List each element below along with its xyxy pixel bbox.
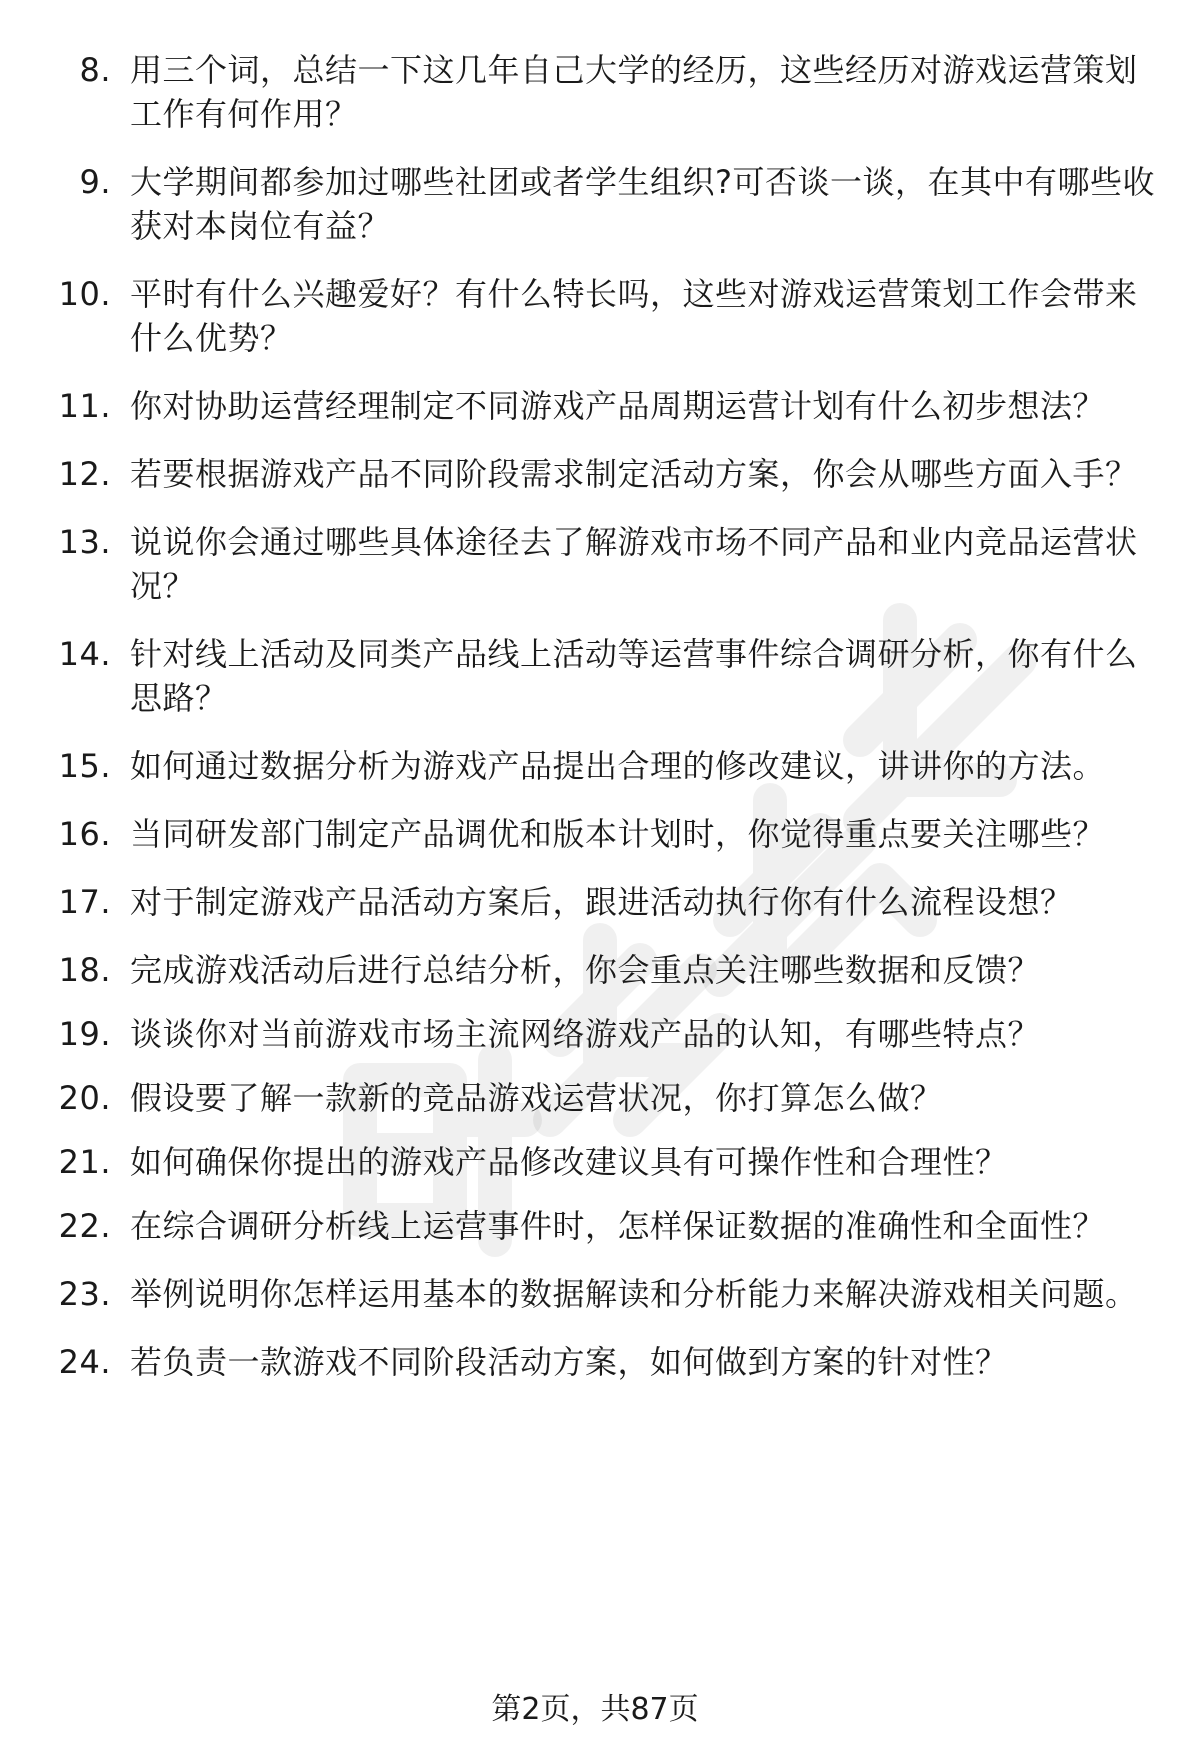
question-number: 19. (58, 1015, 111, 1053)
question-number: 13. (58, 523, 111, 561)
question-item (0, 1076, 1190, 1120)
question-item (0, 1272, 1190, 1316)
question-number: 23. (58, 1275, 111, 1313)
question-number: 18. (58, 951, 111, 989)
question-item (0, 272, 1190, 360)
question-item (0, 632, 1190, 720)
question-number: 9. (79, 163, 111, 201)
question-list (0, 48, 1190, 1404)
question-text: 完成游戏活动后进行总结分析，你会重点关注哪些数据和反馈？ (130, 951, 1041, 989)
question-item (0, 384, 1190, 428)
question-text: 举例说明你怎样运用基本的数据解读和分析能力来解决游戏相关问题。 (130, 1275, 1138, 1313)
question-number: 15. (58, 747, 111, 785)
question-item (0, 48, 1190, 136)
question-item (0, 520, 1190, 608)
question-number: 17. (58, 883, 111, 921)
question-item (0, 744, 1190, 788)
question-number: 24. (58, 1343, 111, 1381)
question-text: 若负责一款游戏不同阶段活动方案，如何做到方案的针对性？ (130, 1343, 1008, 1381)
question-text: 你对协助运营经理制定不同游戏产品周期运营计划有什么初步想法？ (130, 387, 1106, 425)
question-item (0, 880, 1190, 924)
question-number: 8. (79, 51, 111, 89)
question-number: 12. (58, 455, 111, 493)
question-number: 20. (58, 1079, 111, 1117)
question-text: 谈谈你对当前游戏市场主流网络游戏产品的认知，有哪些特点？ (130, 1015, 1041, 1053)
question-item (0, 1204, 1190, 1248)
question-item (0, 1012, 1190, 1056)
page-footer: 第2页，共87页 (491, 1692, 699, 1727)
question-number: 22. (58, 1207, 111, 1245)
question-text: 用三个词，总结一下这几年自己大学的经历，这些经历对游戏运营策划工作有何作用？ (130, 51, 1138, 133)
question-number: 21. (58, 1143, 111, 1181)
question-number: 11. (58, 387, 111, 425)
question-text: 针对线上活动及同类产品线上活动等运营事件综合调研分析，你有什么思路？ (130, 635, 1138, 717)
question-item (0, 948, 1190, 992)
question-text: 大学期间都参加过哪些社团或者学生组织?可否谈一谈，在其中有哪些收获对本岗位有益？ (130, 163, 1155, 245)
question-item (0, 452, 1190, 496)
question-text: 对于制定游戏产品活动方案后，跟进活动执行你有什么流程设想？ (130, 883, 1073, 921)
question-item (0, 812, 1190, 856)
question-text: 如何确保你提出的游戏产品修改建议具有可操作性和合理性？ (130, 1143, 1008, 1181)
question-number: 16. (58, 815, 111, 853)
question-number: 14. (58, 635, 111, 673)
question-text: 平时有什么兴趣爱好？有什么特长吗，这些对游戏运营策划工作会带来什么优势？ (130, 275, 1138, 357)
question-text: 假设要了解一款新的竞品游戏运营状况，你打算怎么做？ (130, 1079, 943, 1117)
question-text: 若要根据游戏产品不同阶段需求制定活动方案，你会从哪些方面入手？ (130, 455, 1138, 493)
question-item (0, 1140, 1190, 1184)
question-text: 说说你会通过哪些具体途径去了解游戏市场不同产品和业内竞品运营状况？ (130, 523, 1138, 605)
question-item (0, 1340, 1190, 1384)
question-text: 如何通过数据分析为游戏产品提出合理的修改建议，讲讲你的方法。 (130, 747, 1106, 785)
question-item (0, 160, 1190, 248)
question-text: 当同研发部门制定产品调优和版本计划时，你觉得重点要关注哪些？ (130, 815, 1106, 853)
question-number: 10. (58, 275, 111, 313)
question-text: 在综合调研分析线上运营事件时，怎样保证数据的准确性和全面性？ (130, 1207, 1106, 1245)
